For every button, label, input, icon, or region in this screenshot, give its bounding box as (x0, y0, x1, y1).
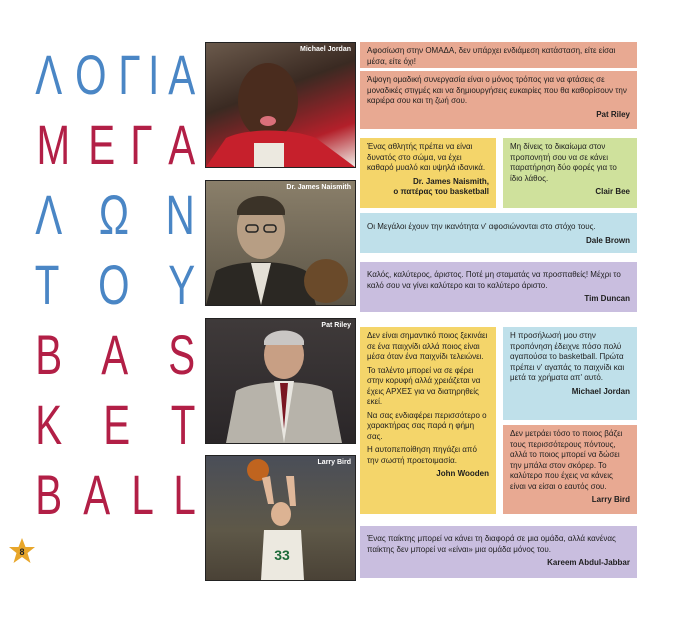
portrait-image (206, 319, 355, 443)
quote-author: Kareem Abdul-Jabbar (547, 558, 630, 567)
quote-text: Η αυτοπεποίθηση πηγάζει από την σωστή προετοιμασία. (367, 445, 477, 465)
title-letter: Γ (117, 43, 141, 106)
title-letter: Μ (36, 113, 71, 176)
title-letter: B (35, 323, 63, 386)
photo-michael-jordan (205, 42, 356, 168)
quote-box (503, 138, 637, 208)
quote-box (503, 425, 637, 514)
photo-caption: Michael Jordan (300, 46, 351, 53)
quote-text: Μη δίνεις το δικαίωμα στον προπονητή σου να σε κάνει παρατήρηση δύο φορές για το ίδιο λάθος. (510, 142, 617, 183)
quote-text: Αφοσίωση στην ΟΜΑΔΑ, δεν υπάρχει ενδιάμεση κατάσταση, είτε είσαι μέσα, είτε όχι! (367, 46, 616, 66)
title-letter: T (170, 393, 196, 456)
quote-author: John Wooden (436, 469, 489, 478)
title-letter: B (35, 463, 63, 526)
page-title (30, 40, 200, 530)
quote-text: Οι Μεγάλοι έχουν την ικανότητα ν' αφοσιώνονται στο στόχο τους. (367, 222, 596, 231)
title-row-3 (30, 180, 200, 250)
photo-james-naismith (205, 180, 356, 306)
star-icon (8, 537, 36, 565)
quote-text: Δεν είναι σημαντικό ποιος ξεκινάει σε ένα παιχνίδι αλλά ποιος είναι μέσα όταν ένα παιχνίδι τελειώνει. (367, 331, 488, 361)
title-letter: Τ (34, 253, 60, 316)
quote-author: Dr. James Naismith, (412, 176, 489, 186)
title-letter: Α (167, 113, 195, 176)
photo-caption: Dr. James Naismith (286, 184, 351, 191)
title-letter: Ν (165, 183, 195, 246)
quote-text: Άψογη ομαδική συνεργασία είναι ο μόνος τρόπος για να φτάσεις σε μοναδικές στιγμές και να δημιουργήσεις ευκαιρίες που θα καθορίσουν την καριέρα σου και τη ζωή σου. (367, 75, 627, 105)
title-letter: Ο (97, 253, 130, 316)
quote-box (360, 526, 637, 578)
title-row-2 (30, 110, 200, 180)
quote-box (360, 327, 496, 514)
quote-text: Καλός, καλύτερος, άριστος. Ποτέ μη σταματάς να προσπαθείς! Μέχρι το καλό σου να γίνει καλύτερο και το καλύτερο άριστο. (367, 270, 621, 290)
quote-author-note: ο πατέρας του basketball (393, 187, 489, 196)
title-row-4 (30, 250, 200, 320)
title-letter: Ω (98, 183, 129, 246)
quote-author: Michael Jordan (571, 386, 630, 396)
quote-text: Ένας παίκτης μπορεί να κάνει τη διαφορά σε μια ομάδα, αλλά κανένας παίκτης δεν μπορεί να «είναι» μια ομάδα μόνος του. (367, 534, 616, 554)
photo-larry-bird (205, 455, 356, 581)
title-row-7 (30, 460, 200, 530)
quote-box (360, 138, 496, 208)
title-letter: Υ (167, 253, 195, 316)
quote-box (360, 262, 637, 312)
photo-caption: Larry Bird (317, 459, 351, 466)
quote-box (360, 71, 637, 129)
quote-text: Το ταλέντο μπορεί να σε φέρει στην κορυφή αλλά χρειάζεται να έχεις ΑΡΧΕΣ για να διατηρηθείς εκεί. (367, 365, 481, 406)
quote-box (360, 213, 637, 253)
player-silhouette-image (206, 43, 355, 167)
quote-box (360, 42, 637, 68)
title-row-1 (30, 40, 200, 110)
quote-author: Larry Bird (591, 495, 630, 504)
player-shooting-image (206, 456, 355, 580)
title-letter: S (167, 323, 195, 386)
quote-author: Clair Bee (595, 187, 630, 196)
quote-author: Dale Brown (585, 235, 630, 245)
portrait-image (206, 181, 355, 305)
quote-text: Δεν μετράει τόσο το ποιος βάζει τους περισσότερους πόντους, αλλά το ποιος μπορεί να δώσει την μπάλα στον σκόρερ. Το καλύτερο που έχεις να κάνεις είναι να είσαι ο εαυτός σου. (510, 429, 623, 491)
quote-author: Tim Duncan (584, 294, 630, 303)
title-letter: Γ (130, 113, 153, 176)
title-letter: Λ (35, 183, 63, 246)
title-letter: A (83, 463, 111, 526)
page-number: 8 (19, 547, 25, 557)
page-number-badge (8, 537, 36, 565)
title-letter: E (103, 393, 131, 456)
quote-text: Η προσήλωσή μου στην προπόνηση έδειχνε πόσο πολύ αγαπούσα το basketball. Πρώτα πρέπει ν' αγαπάς το παιχνίδι και μετά τα χρήματα απ' αυτό. (510, 331, 625, 382)
title-letter: Ε (87, 113, 115, 176)
title-letter: Α (167, 43, 195, 106)
photo-pat-riley (205, 318, 356, 444)
title-letter: Ι (147, 43, 160, 106)
title-row-6 (30, 390, 200, 460)
quote-text: Ένας αθλητής πρέπει να είναι δυνατός στο σώμα, να έχει καθαρό μυαλό και υψηλά ιδανικά. (367, 142, 486, 172)
title-letter: K (35, 393, 63, 456)
quote-text: Να σας ενδιαφέρει περισσότερο ο χαρακτήρας σας παρά η φήμη σας. (367, 410, 487, 441)
title-letter: Λ (35, 43, 63, 106)
photo-caption: Pat Riley (321, 322, 351, 329)
title-letter: L (173, 463, 196, 526)
title-letter: Ο (74, 43, 107, 106)
title-letter: L (131, 463, 154, 526)
quote-author: Pat Riley (596, 109, 630, 119)
quote-box (503, 327, 637, 420)
title-row-5 (30, 320, 200, 390)
title-letter: A (101, 323, 129, 386)
jersey-number: 33 (274, 547, 290, 563)
